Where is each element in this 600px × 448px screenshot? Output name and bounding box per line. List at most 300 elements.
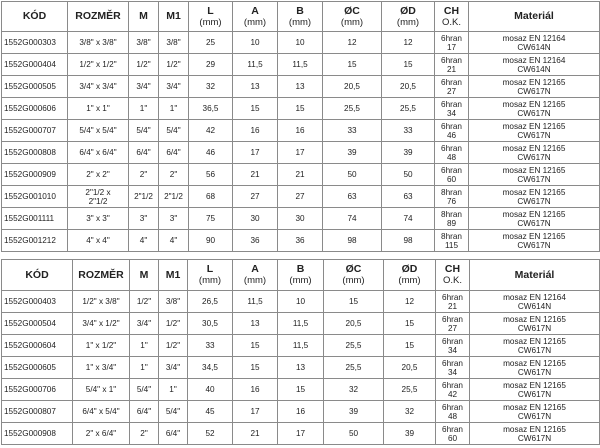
cell-m1: 5/4" <box>159 401 188 423</box>
cell-m: 1/2" <box>130 291 159 313</box>
table-row <box>2 230 600 252</box>
dimensions-table-equal <box>1 1 600 252</box>
cell-material <box>469 208 600 230</box>
cell-m1: 4" <box>159 230 189 252</box>
cell-d: 63 <box>382 186 435 208</box>
table-header-row <box>2 2 600 32</box>
cell-text: mosaz EN 12165 <box>502 231 566 241</box>
cell-rozmer: 1" x 1" <box>68 98 129 120</box>
cell-text: 115 <box>444 240 459 250</box>
cell-b: 15 <box>278 98 323 120</box>
table-row <box>2 357 600 379</box>
cell-c: 33 <box>323 120 382 142</box>
cell-m: 1/2" <box>129 54 159 76</box>
cell-a: 11,5 <box>233 291 278 313</box>
column-header <box>382 2 435 32</box>
cell-c: 20,5 <box>323 76 382 98</box>
cell-a: 21 <box>233 164 278 186</box>
cell-material <box>469 54 600 76</box>
cell-m: 3/4" <box>129 76 159 98</box>
table-row <box>2 164 600 186</box>
cell-material <box>469 164 600 186</box>
cell-m: 4" <box>129 230 159 252</box>
cell-b: 17 <box>278 142 323 164</box>
cell-m1: 2"1/2 <box>159 186 189 208</box>
cell-text: 76 <box>446 196 457 206</box>
column-header <box>278 2 323 32</box>
cell-material <box>470 379 600 401</box>
cell-text: CW614N <box>517 64 551 74</box>
cell-rozmer: 5/4" x 5/4" <box>68 120 129 142</box>
cell-text: 60 <box>446 174 457 184</box>
cell-kod: 1552G000808 <box>2 142 68 164</box>
column-header-label: ØD <box>400 4 416 17</box>
cell-d: 74 <box>382 208 435 230</box>
cell-m: 6/4" <box>129 142 159 164</box>
cell-text: 6hran <box>442 314 463 324</box>
column-header <box>159 260 188 291</box>
cell-kod: 1552G000403 <box>2 291 73 313</box>
cell-d: 39 <box>382 142 435 164</box>
column-header-label: A <box>251 4 259 17</box>
cell-l: 33 <box>188 335 233 357</box>
cell-c: 25,5 <box>323 98 382 120</box>
cell-text: CW617N <box>517 240 551 250</box>
cell-a: 11,5 <box>233 54 278 76</box>
cell-text: 46 <box>446 130 457 140</box>
cell-material <box>470 357 600 379</box>
cell-d: 20,5 <box>382 76 435 98</box>
cell-text: 2"1/2 <box>88 196 108 206</box>
cell-text: 6hran <box>441 55 462 65</box>
cell-b: 10 <box>278 32 323 54</box>
cell-a: 36 <box>233 230 278 252</box>
column-header <box>2 260 73 291</box>
cell-kod: 1552G001010 <box>2 186 68 208</box>
cell-text: CW617N <box>517 86 551 96</box>
cell-ch <box>435 120 469 142</box>
column-header-unit: (mm) <box>398 275 421 286</box>
cell-b: 11,5 <box>278 335 324 357</box>
cell-a: 17 <box>233 142 278 164</box>
cell-ch <box>435 98 469 120</box>
column-header <box>470 260 600 291</box>
cell-material <box>469 120 600 142</box>
cell-rozmer <box>68 186 129 208</box>
cell-text: CW617N <box>517 367 552 377</box>
cell-text: 6hran <box>441 165 462 175</box>
cell-text: mosaz EN 12164 <box>502 55 566 65</box>
column-header <box>233 260 278 291</box>
cell-text: CW614N <box>517 301 552 311</box>
column-header-unit: (mm) <box>243 16 267 28</box>
cell-text: CW617N <box>517 108 551 118</box>
cell-kod: 1552G001111 <box>2 208 68 230</box>
column-header-label: ØD <box>401 263 418 275</box>
column-header <box>436 260 470 291</box>
cell-c: 20,5 <box>324 313 384 335</box>
cell-text: 6hran <box>442 336 463 346</box>
cell-c: 39 <box>324 401 384 423</box>
cell-kod: 1552G000706 <box>2 379 73 401</box>
cell-kod: 1552G000807 <box>2 401 73 423</box>
cell-l: 45 <box>188 401 233 423</box>
column-header <box>324 260 384 291</box>
table-row <box>2 401 600 423</box>
table-row <box>2 54 600 76</box>
cell-b: 16 <box>278 120 323 142</box>
cell-rozmer: 6/4" x 6/4" <box>68 142 129 164</box>
cell-text: 6hran <box>442 402 463 412</box>
cell-ch <box>435 164 469 186</box>
cell-text: mosaz EN 12165 <box>502 187 566 197</box>
cell-d: 15 <box>384 313 436 335</box>
cell-ch <box>436 291 470 313</box>
cell-rozmer: 1/2" x 3/8" <box>73 291 130 313</box>
table-header-row <box>2 260 600 291</box>
cell-d: 20,5 <box>384 357 436 379</box>
column-header <box>233 2 278 32</box>
cell-text: CW617N <box>517 196 551 206</box>
cell-material <box>469 142 600 164</box>
cell-a: 27 <box>233 186 278 208</box>
cell-l: 26,5 <box>188 291 233 313</box>
column-header-label: A <box>251 263 259 275</box>
cell-ch <box>435 76 469 98</box>
cell-kod: 1552G000504 <box>2 313 73 335</box>
cell-ch <box>436 401 470 423</box>
cell-material <box>470 423 600 445</box>
table-row <box>2 98 600 120</box>
cell-b: 21 <box>278 164 323 186</box>
cell-a: 13 <box>233 313 278 335</box>
cell-ch <box>435 32 469 54</box>
cell-b: 36 <box>278 230 323 252</box>
cell-b: 16 <box>278 401 324 423</box>
cell-text: 34 <box>447 345 458 355</box>
cell-d: 12 <box>382 32 435 54</box>
table-body <box>2 291 600 445</box>
column-header <box>384 260 436 291</box>
cell-text: CW617N <box>517 389 552 399</box>
cell-text: 8hran <box>441 231 462 241</box>
cell-material <box>469 186 600 208</box>
cell-ch <box>435 186 469 208</box>
column-header-label: B <box>296 263 305 275</box>
cell-m1: 3" <box>159 208 189 230</box>
cell-l: 32 <box>189 76 233 98</box>
cell-d: 50 <box>382 164 435 186</box>
cell-rozmer: 5/4" x 1" <box>73 379 130 401</box>
cell-text: 34 <box>446 108 457 118</box>
cell-d: 25,5 <box>382 98 435 120</box>
cell-text: mosaz EN 12165 <box>502 165 566 175</box>
cell-text: 6hran <box>442 358 463 368</box>
cell-b: 11,5 <box>278 313 324 335</box>
cell-rozmer: 4" x 4" <box>68 230 129 252</box>
cell-rozmer: 3" x 3" <box>68 208 129 230</box>
cell-l: 90 <box>189 230 233 252</box>
cell-kod: 1552G000605 <box>2 357 73 379</box>
cell-text: CW617N <box>517 323 552 333</box>
cell-m1: 1/2" <box>159 54 189 76</box>
table-row <box>2 120 600 142</box>
table-row <box>2 76 600 98</box>
cell-m1: 1" <box>159 379 188 401</box>
column-header-unit: (mm) <box>396 16 420 28</box>
column-header <box>188 260 233 291</box>
cell-text: mosaz EN 12165 <box>502 77 566 87</box>
column-header-unit: (mm) <box>198 275 222 286</box>
cell-ch <box>436 357 470 379</box>
cell-text: CW617N <box>517 433 552 443</box>
cell-a: 15 <box>233 357 278 379</box>
column-header-unit: (mm) <box>288 16 312 28</box>
cell-material <box>470 313 600 335</box>
cell-d: 39 <box>384 423 436 445</box>
cell-m1: 6/4" <box>159 142 189 164</box>
cell-text: mosaz EN 12165 <box>502 99 566 109</box>
cell-text: 60 <box>447 433 458 443</box>
cell-text: CW617N <box>517 411 552 421</box>
cell-c: 15 <box>323 54 382 76</box>
column-header <box>323 2 382 32</box>
cell-b: 10 <box>278 291 324 313</box>
cell-ch <box>436 313 470 335</box>
table-row <box>2 208 600 230</box>
cell-m1: 2" <box>159 164 189 186</box>
column-header-label: M1 <box>166 10 181 22</box>
column-header-unit: (mm) <box>289 275 312 286</box>
column-header-label: M1 <box>165 268 181 281</box>
table-row <box>2 335 600 357</box>
cell-b: 30 <box>278 208 323 230</box>
column-header <box>189 2 233 32</box>
cell-d: 15 <box>382 54 435 76</box>
table-row <box>2 186 600 208</box>
cell-m: 1" <box>129 98 159 120</box>
column-header-label: B <box>296 4 304 17</box>
cell-b: 17 <box>278 423 324 445</box>
cell-l: 40 <box>188 379 233 401</box>
cell-text: 27 <box>447 323 458 333</box>
cell-text: 42 <box>447 389 458 399</box>
cell-d: 33 <box>382 120 435 142</box>
cell-l: 30,5 <box>188 313 233 335</box>
cell-a: 15 <box>233 335 278 357</box>
cell-ch <box>436 379 470 401</box>
cell-b: 27 <box>278 186 323 208</box>
table-row <box>2 32 600 54</box>
cell-b: 13 <box>278 76 323 98</box>
column-header-label: M <box>139 268 149 281</box>
cell-l: 75 <box>189 208 233 230</box>
cell-kod: 1552G000404 <box>2 54 68 76</box>
cell-material <box>470 401 600 423</box>
cell-rozmer: 6/4" x 5/4" <box>73 401 130 423</box>
cell-text: mosaz EN 12164 <box>502 33 566 43</box>
cell-text: CW617N <box>517 130 551 140</box>
dimensions-table-reduced <box>1 259 600 445</box>
cell-l: 68 <box>189 186 233 208</box>
cell-b: 15 <box>278 379 324 401</box>
cell-text: 8hran <box>441 187 462 197</box>
cell-ch <box>435 230 469 252</box>
cell-d: 25,5 <box>384 379 436 401</box>
cell-d: 32 <box>384 401 436 423</box>
cell-b: 11,5 <box>278 54 323 76</box>
column-header-label: ØC <box>345 263 362 275</box>
cell-text: 2"1/2 x <box>85 187 111 197</box>
cell-a: 30 <box>233 208 278 230</box>
cell-rozmer: 3/4" x 1/2" <box>73 313 130 335</box>
cell-text: 6hran <box>441 33 462 43</box>
cell-text: 21 <box>446 64 457 74</box>
cell-m: 1" <box>130 335 159 357</box>
cell-m: 6/4" <box>130 401 159 423</box>
cell-kod: 1552G000505 <box>2 76 68 98</box>
cell-text: mosaz EN 12165 <box>502 143 566 153</box>
cell-a: 21 <box>233 423 278 445</box>
cell-c: 25,5 <box>324 335 384 357</box>
cell-rozmer: 1" x 3/4" <box>73 357 130 379</box>
cell-m1: 3/4" <box>159 357 188 379</box>
cell-ch <box>435 208 469 230</box>
cell-a: 17 <box>233 401 278 423</box>
cell-d: 98 <box>382 230 435 252</box>
cell-text: 89 <box>446 218 457 228</box>
column-header <box>68 2 129 32</box>
cell-m1: 5/4" <box>159 120 189 142</box>
cell-l: 42 <box>189 120 233 142</box>
cell-m1: 1/2" <box>159 335 188 357</box>
cell-c: 12 <box>323 32 382 54</box>
cell-rozmer: 3/8" x 3/8" <box>68 32 129 54</box>
column-header <box>159 2 189 32</box>
cell-text: CW617N <box>517 345 552 355</box>
cell-m1: 1" <box>159 98 189 120</box>
cell-text: 34 <box>447 367 458 377</box>
column-header-label: KÓD <box>25 268 49 281</box>
cell-text: mosaz EN 12164 <box>503 292 566 302</box>
cell-c: 32 <box>324 379 384 401</box>
cell-rozmer: 2" x 2" <box>68 164 129 186</box>
cell-m1: 3/8" <box>159 32 189 54</box>
column-header <box>73 260 130 291</box>
cell-text: 21 <box>447 301 458 311</box>
cell-l: 56 <box>189 164 233 186</box>
cell-c: 39 <box>323 142 382 164</box>
cell-a: 15 <box>233 98 278 120</box>
cell-text: mosaz EN 12165 <box>503 380 566 390</box>
column-header-unit: (mm) <box>243 275 267 286</box>
column-header <box>469 2 600 32</box>
cell-ch <box>435 54 469 76</box>
cell-d: 12 <box>384 291 436 313</box>
cell-b: 13 <box>278 357 324 379</box>
cell-rozmer: 1" x 1/2" <box>73 335 130 357</box>
cell-material <box>469 230 600 252</box>
column-header-unit: (mm) <box>342 275 365 286</box>
cell-text: 6hran <box>441 77 462 87</box>
cell-ch <box>436 423 470 445</box>
column-header-unit: (mm) <box>340 16 364 28</box>
cell-c: 63 <box>323 186 382 208</box>
table-row <box>2 313 600 335</box>
cell-a: 13 <box>233 76 278 98</box>
cell-kod: 1552G000303 <box>2 32 68 54</box>
cell-rozmer: 3/4" x 3/4" <box>68 76 129 98</box>
cell-text: mosaz EN 12165 <box>503 424 566 434</box>
cell-c: 74 <box>323 208 382 230</box>
cell-text: 6hran <box>441 99 462 109</box>
cell-l: 29 <box>189 54 233 76</box>
table-row <box>2 379 600 401</box>
table-row <box>2 142 600 164</box>
cell-l: 36,5 <box>189 98 233 120</box>
cell-m: 5/4" <box>130 379 159 401</box>
column-header-label: Materiál <box>514 268 555 281</box>
cell-l: 46 <box>189 142 233 164</box>
cell-kod: 1552G000909 <box>2 164 68 186</box>
cell-text: 17 <box>446 42 457 52</box>
cell-m1: 1/2" <box>159 313 188 335</box>
cell-text: CW617N <box>517 174 551 184</box>
cell-m: 3/4" <box>130 313 159 335</box>
table-row <box>2 423 600 445</box>
cell-c: 25,5 <box>324 357 384 379</box>
column-header <box>130 260 159 291</box>
cell-text: mosaz EN 12165 <box>502 209 566 219</box>
table-body <box>2 32 600 252</box>
cell-m: 2"1/2 <box>129 186 159 208</box>
cell-material <box>469 76 600 98</box>
column-header <box>2 2 68 32</box>
cell-a: 16 <box>233 379 278 401</box>
cell-kod: 1552G001212 <box>2 230 68 252</box>
table-row <box>2 291 600 313</box>
cell-text: mosaz EN 12165 <box>503 314 566 324</box>
cell-ch <box>435 142 469 164</box>
cell-kod: 1552G000606 <box>2 98 68 120</box>
cell-m: 3/8" <box>129 32 159 54</box>
cell-c: 50 <box>324 423 384 445</box>
cell-text: mosaz EN 12165 <box>502 121 566 131</box>
cell-material <box>470 335 600 357</box>
column-header-label: L <box>206 263 214 275</box>
cell-text: 6hran <box>442 292 463 302</box>
cell-material <box>469 98 600 120</box>
cell-text: CW614N <box>517 42 551 52</box>
column-header-label: M <box>139 10 148 22</box>
cell-l: 34,5 <box>188 357 233 379</box>
cell-c: 15 <box>324 291 384 313</box>
column-header-unit: O.K. <box>442 275 462 286</box>
cell-m: 2" <box>130 423 159 445</box>
column-header <box>278 260 324 291</box>
cell-text: 6hran <box>441 121 462 131</box>
column-header-unit: (mm) <box>199 16 222 28</box>
cell-m: 2" <box>129 164 159 186</box>
cell-kod: 1552G000604 <box>2 335 73 357</box>
cell-m1: 6/4" <box>159 423 188 445</box>
cell-text: 48 <box>446 152 457 162</box>
cell-kod: 1552G000707 <box>2 120 68 142</box>
cell-l: 52 <box>188 423 233 445</box>
column-header-label: Materiál <box>514 10 554 22</box>
cell-d: 15 <box>384 335 436 357</box>
cell-text: CW617N <box>517 218 551 228</box>
